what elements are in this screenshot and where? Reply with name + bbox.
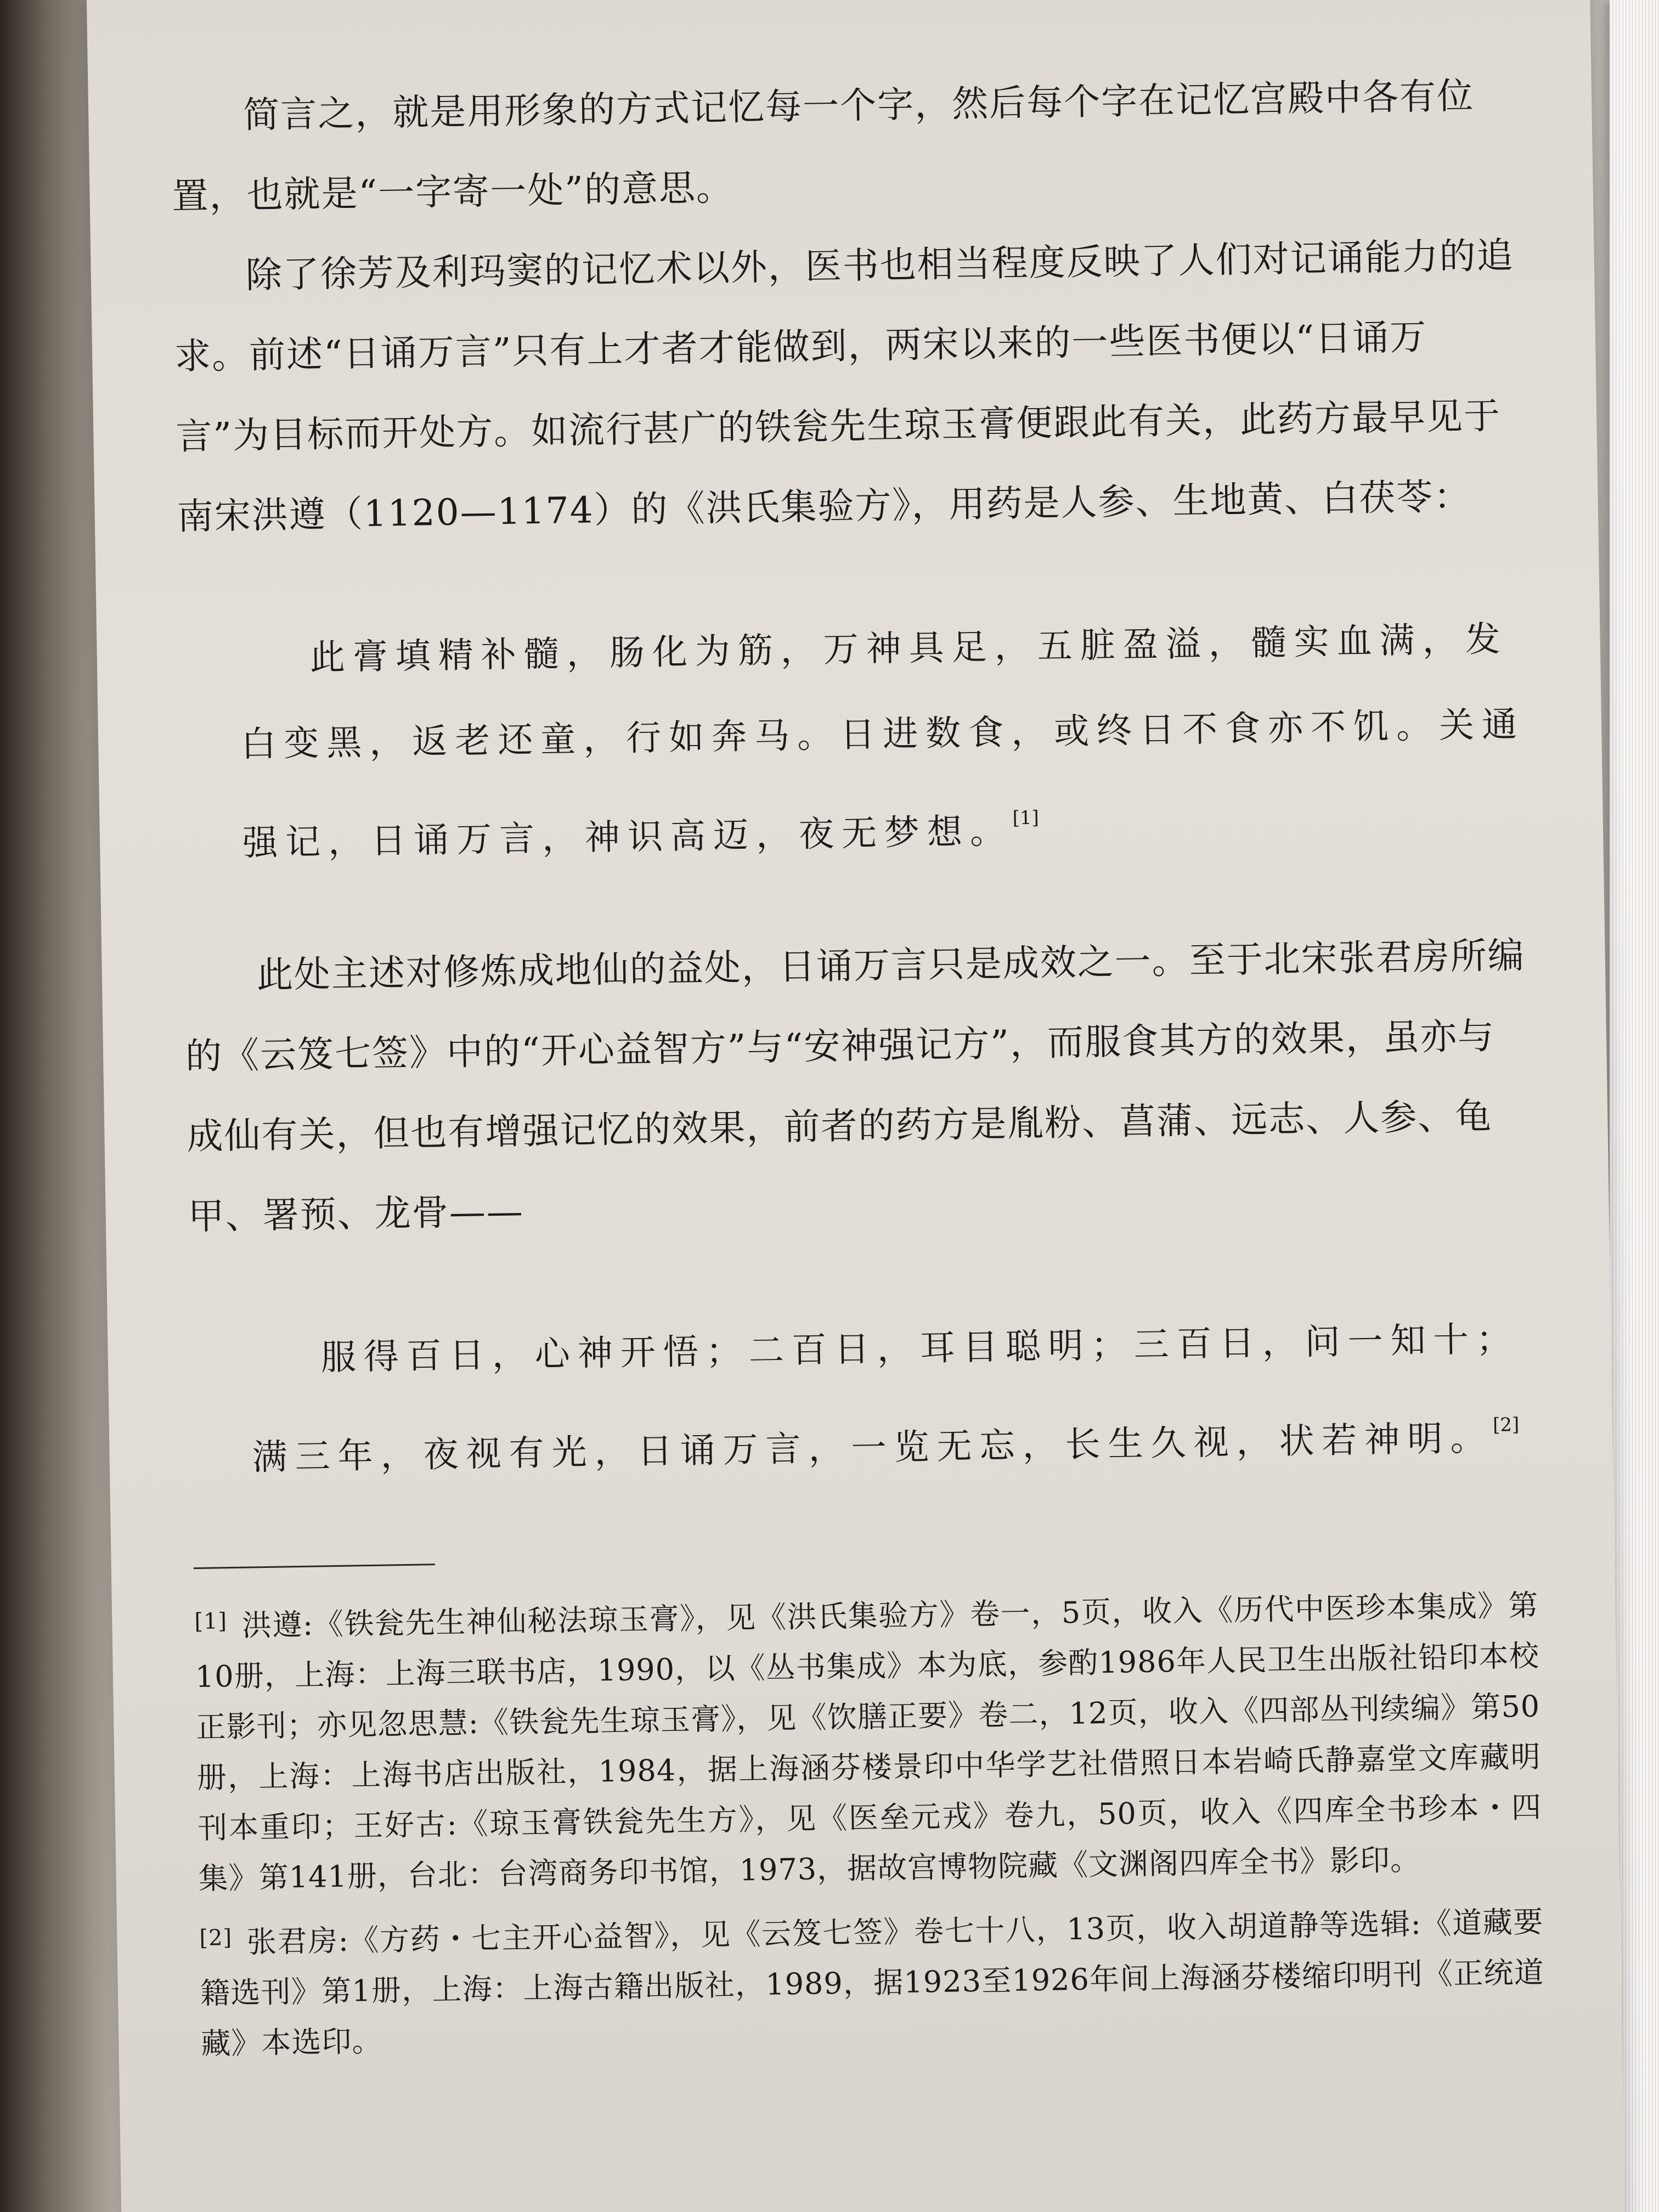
footnote — [194, 1576, 1543, 1904]
block-quote — [190, 1296, 1537, 1502]
paragraph: 简言之，就是用形象的方式记忆每一个字，然后每个字在记忆宫殿中各有位置，也就是“一字寄一处”的意思。 — [171, 75, 1475, 218]
footnote-ref[interactable]: [1] — [1012, 806, 1040, 830]
quote-body: 服得百日，心神开悟；二百日，耳目聪明；三百日，问一知十；满三年，夜视有光，日诵万言，一览无忘，长生久视，状若神明。 — [252, 1319, 1520, 1479]
quote-text — [250, 1296, 1537, 1501]
page-text-block — [170, 55, 1545, 2078]
footnote-mark: [2] — [199, 1925, 233, 1951]
book-page — [87, 0, 1626, 2212]
footnote-ref[interactable]: [2] — [1492, 1414, 1520, 1436]
quote-text — [239, 596, 1527, 887]
paragraph: 此处主述对修炼成地仙的益处，日诵万言只是成效之一。至于北宋张君房所编的《云笈七签》中的“开心益智方”与“安神强记方”，而服食其方的效果，虽亦与成仙有关，但也有增强记忆的效果，前者的药方是胤粉、菖蒲、远志、人参、龟甲、署预、龙骨—— — [185, 934, 1526, 1238]
quote-body: 此膏填精补髓，肠化为筋，万神具足，五脏盈溢，髓实血满，发白变黑，返老还童，行如奔马。日进数食，或终日不食亦不饥。关通强记，日诵万言，神识高迈，夜无梦想。 — [240, 619, 1525, 864]
footnote-text: 张君房:《方药・七主开心益智》，见《云笈七签》卷七十八，13页，收入胡道静等选辑:《道藏要籍选刊》第1册，上海：上海古籍出版社，1989，据1923至1926年间上海涵芬楼缩印明刊《正统道藏》本选印。 — [200, 1904, 1545, 2061]
footnote — [199, 1892, 1545, 2069]
block-quote — [179, 596, 1527, 887]
footnote-divider — [194, 1564, 435, 1569]
footnote-text: 洪遵:《铁瓮先生神仙秘法琼玉膏》，见《洪氏集验方》卷一，5页，收入《历代中医珍本集成》第10册，上海：上海三联书店，1990，以《丛书集成》本为底，参酌1986年人民卫生出版社铅印本校正影刊；亦见忽思慧:《铁瓮先生琼玉膏》，见《饮膳正要》卷二，12页，收入《四部丛刊续编》第50册，上海：上海书店出版社，1984，据上海涵芬楼景印中华学艺社借照日本岩崎氏静嘉堂文库藏明刊本重印；王好古:《琼玉膏铁瓮先生方》，见《医垒元戎》卷九，50页，收入《四库全书珍本・四集》第141册，台北：台湾商务印书馆，1973，据故宫博物院藏《文渊阁四库全书》影印。 — [195, 1588, 1542, 1896]
footnote-mark: [1] — [194, 1609, 228, 1635]
paragraph: 除了徐芳及利玛窦的记忆术以外，医书也相当程度反映了人们对记诵能力的追求。前述“日诵万言”只有上才者才能做到，两宋以来的一些医书便以“日诵万言”为目标而开处方。如流行甚广的铁瓮先生琼玉膏便跟此有关，此药方最早见于南宋洪遵（1120—1174）的《洪氏集验方》，用药是人参、生地黄、白茯苓： — [174, 234, 1515, 538]
